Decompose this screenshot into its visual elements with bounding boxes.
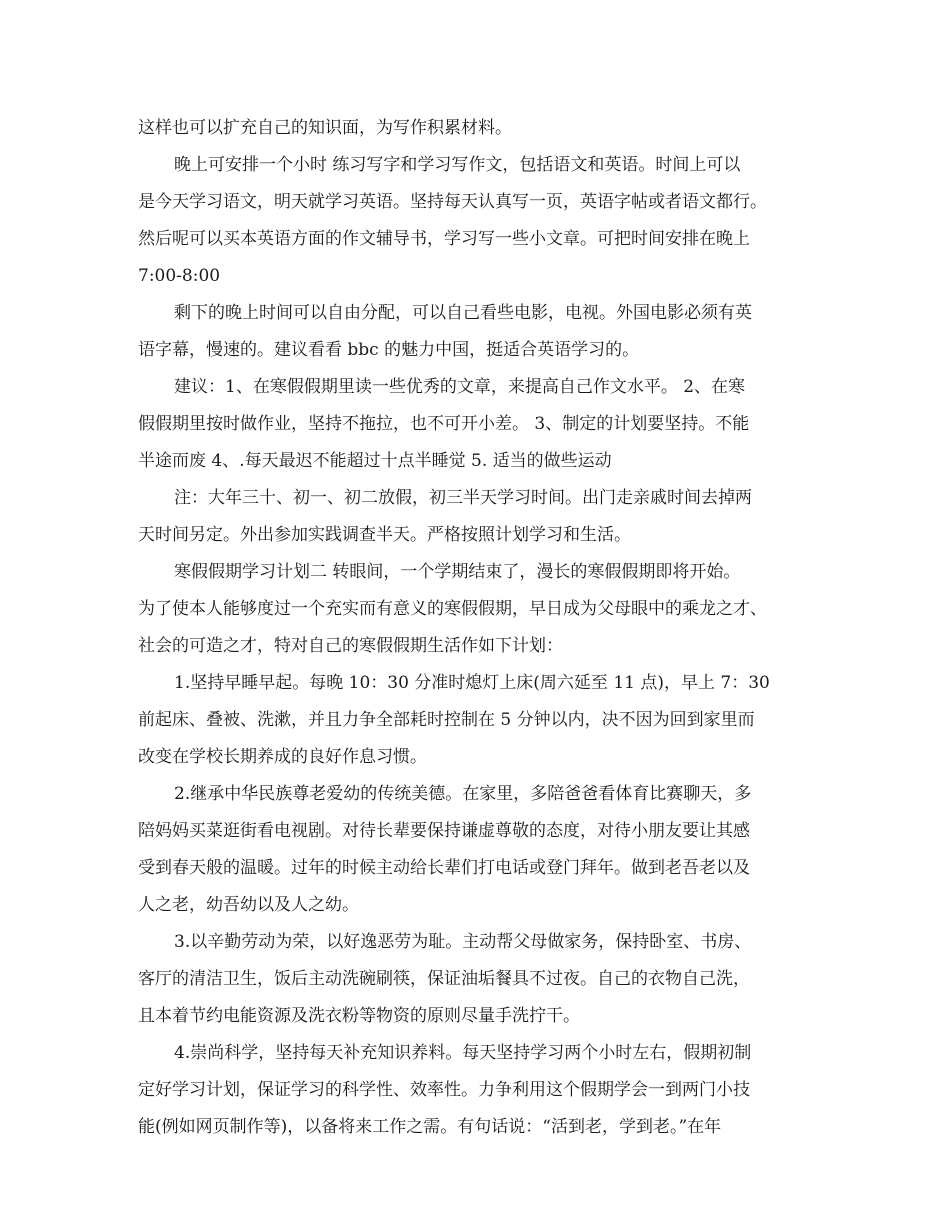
- text-line: 人之老，幼吾幼以及人之幼。: [138, 895, 359, 915]
- text-line: 然后呢可以买本英语方面的作文辅导书，学习写一些小文章。可把时间安排在晚上: [138, 229, 750, 249]
- text-line: 3.以辛勤劳动为荣，以好逸恶劳为耻。主动帮父母做家务，保持卧室、书房、: [174, 932, 752, 952]
- text-line: 注：大年三十、初一、初二放假，初三半天学习时间。出门走亲戚时间去掉两: [174, 488, 752, 508]
- text-line: 定好学习计划，保证学习的科学性、效率性。力争利用这个假期学会一到两门小技: [138, 1080, 750, 1100]
- text-line: 是今天学习语文，明天就学习英语。坚持每天认真写一页，英语字帖或者语文都行。: [138, 192, 767, 212]
- text-line: 语字幕，慢速的。建议看看 bbc 的魅力中国，挺适合英语学习的。: [138, 340, 640, 360]
- text-line: 寒假假期学习计划二 转眼间，一个学期结束了，漫长的寒假假期即将开始。: [174, 562, 741, 582]
- text-line: 且本着节约电能资源及洗衣粉等物资的原则尽量手洗拧干。: [138, 1006, 580, 1026]
- document-body: [138, 110, 828, 1146]
- text-line: 这样也可以扩充自己的知识面，为写作积累材料。: [138, 118, 512, 138]
- text-line: 4.崇尚科学，坚持每天补充知识养料。每天坚持学习两个小时左右，假期初制: [174, 1043, 752, 1063]
- text-line: 能(例如网页制作等)，以备将来工作之需。有句话说：“活到老，学到老。”在年: [138, 1117, 722, 1137]
- text-line: 建议：1、在寒假假期里读一些优秀的文章，来提高自己作文水平。 2、在寒: [174, 377, 746, 397]
- text-line: 假假期里按时做作业，坚持不拖拉，也不可开小差。 3、制定的计划要坚持。不能: [138, 414, 750, 434]
- text-line: 客厅的清洁卫生，饭后主动洗碗刷筷，保证油垢餐具不过夜。自己的衣物自己洗，: [138, 969, 750, 989]
- text-line: 改变在学校长期养成的良好作息习惯。: [138, 747, 427, 767]
- text-line: 社会的可造之才，特对自己的寒假假期生活作如下计划：: [138, 636, 563, 656]
- text-line: 半途而废 4、.每天最迟不能超过十点半睡觉 5. 适当的做些运动: [138, 451, 612, 471]
- text-line: 晚上可安排一个小时 练习写字和学习写作文，包括语文和英语。时间上可以: [174, 155, 741, 175]
- text-line: 剩下的晚上时间可以自由分配，可以自己看些电影，电视。外国电影必须有英: [174, 303, 752, 323]
- text-line: 1.坚持早睡早起。每晚 10：30 分准时熄灯上床(周六延至 11 点)，早上 7：30: [174, 673, 770, 693]
- text-line: 2.继承中华民族尊老爱幼的传统美德。在家里，多陪爸爸看体育比赛聊天，多: [174, 784, 752, 804]
- text-line: 7:00-8:00: [138, 266, 221, 286]
- text-line: 前起床、叠被、洗漱，并且力争全部耗时控制在 5 分钟以内，决不因为回到家里而: [138, 710, 755, 730]
- text-line: 为了使本人能够度过一个充实而有意义的寒假假期，早日成为父母眼中的乘龙之才、: [138, 599, 767, 619]
- text-line: 受到春天般的温暖。过年的时候主动给长辈们打电话或登门拜年。做到老吾老以及: [138, 858, 750, 878]
- text-line: 陪妈妈买菜逛街看电视剧。对待长辈要保持谦虚尊敬的态度，对待小朋友要让其感: [138, 821, 750, 841]
- text-line: 天时间另定。外出参加实践调查半天。严格按照计划学习和生活。: [138, 525, 631, 545]
